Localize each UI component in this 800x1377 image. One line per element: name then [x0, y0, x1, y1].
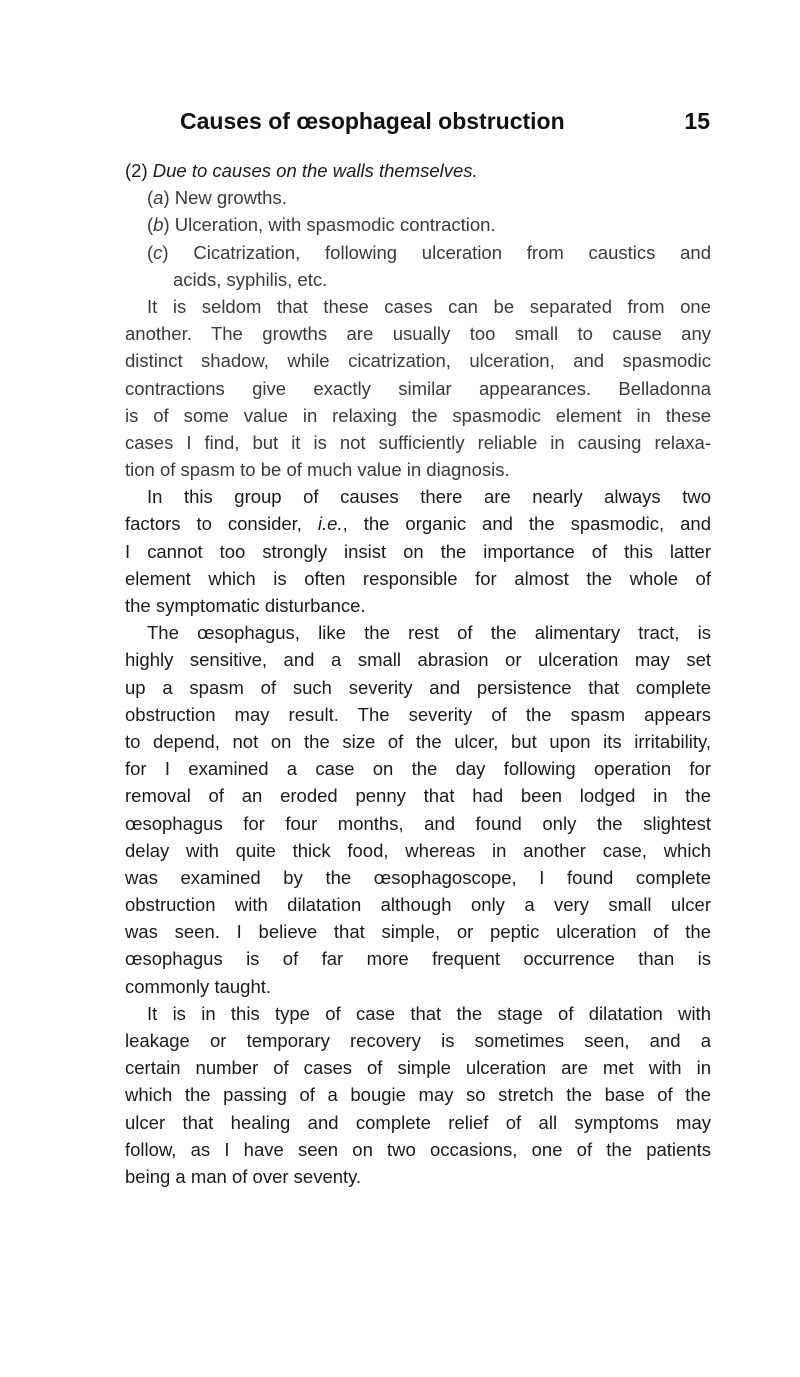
paragraph-line: ulcer that healing and complete relief of all symptoms may — [125, 1111, 711, 1133]
list-item-b: (b) Ulceration, with spasmodic contraction. — [147, 214, 496, 236]
paragraph-line: leakage or temporary recovery is sometimes seen, and a — [125, 1030, 711, 1051]
paragraph-line: which the passing of a bougie may so stretch the base of the — [125, 1084, 711, 1106]
paragraph-line: is of some value in relaxing the spasmodic element in these — [125, 404, 711, 426]
running-header — [180, 108, 710, 140]
paragraph-line: It is seldom that these cases can be separated from one — [147, 295, 711, 317]
paragraph-line: being a man of over seventy. — [125, 1165, 362, 1187]
chapter-title: Causes of œsophageal obstruction — [180, 108, 565, 134]
paragraph-line: element which is often responsible for almost the whole of — [125, 567, 711, 589]
paragraph-line: œsophagus is of far more frequent occurrence than is — [125, 948, 711, 970]
paragraph-line: factors to consider, i.e., the organic and the spasmodic, and — [125, 513, 711, 535]
paragraph-line: the symptomatic disturbance. — [125, 595, 366, 616]
list-item-c-continued: acids, syphilis, etc. — [173, 268, 328, 290]
paragraph-line: tion of spasm to be of much value in diagnosis. — [125, 459, 510, 481]
paragraph-line: commonly taught. — [125, 975, 272, 997]
body-text — [125, 157, 711, 1190]
paragraph-line: The œsophagus, like the rest of the alimentary tract, is — [147, 622, 711, 644]
list-item-c: (c) Cicatrization, following ulceration from caustics and — [147, 241, 711, 263]
paragraph-line: obstruction with dilatation although only a very small ulcer — [125, 894, 711, 916]
paragraph-line: œsophagus for four months, and found only the slightest — [125, 812, 711, 834]
list-item-a: (a) New growths. — [147, 187, 287, 209]
paragraph-line: cases I find, but it is not sufficiently reliable in causing relaxa- — [125, 431, 711, 453]
paragraph-line: delay with quite thick food, whereas in another case, which — [125, 839, 711, 861]
paragraph-line: I cannot too strongly insist on the importance of this latter — [125, 540, 711, 562]
paragraph-line: up a spasm of such severity and persistence that complete — [125, 676, 711, 698]
paragraph-line: follow, as I have seen on two occasions, one of the patients — [125, 1138, 711, 1160]
paragraph-line: In this group of causes there are nearly always two — [147, 486, 711, 508]
section-heading: (2) Due to causes on the walls themselves. — [125, 160, 478, 181]
paragraph-line: It is in this type of case that the stage of dilatation with — [147, 1002, 711, 1024]
paragraph-line: removal of an eroded penny that had been lodged in the — [125, 785, 711, 807]
paragraph-line: obstruction may result. The severity of the spasm appears — [125, 703, 711, 725]
paragraph-line: was seen. I believe that simple, or peptic ulceration of the — [125, 921, 711, 943]
paragraph-line: to depend, not on the size of the ulcer, but upon its irritability, — [125, 730, 711, 752]
paragraph-line: certain number of cases of simple ulceration are met with in — [125, 1057, 711, 1079]
paragraph-line: another. The growths are usually too small to cause any — [125, 323, 711, 345]
page-number: 15 — [684, 108, 710, 134]
paragraph-line: for I examined a case on the day following operation for — [125, 758, 711, 780]
paragraph-line: contractions give exactly similar appearances. Belladonna — [125, 377, 711, 399]
paragraph-line: distinct shadow, while cicatrization, ulceration, and spasmodic — [125, 350, 711, 372]
paragraph-line: highly sensitive, and a small abrasion or ulceration may set — [125, 649, 711, 671]
paragraph-line: was examined by the œsophagoscope, I found complete — [125, 866, 711, 888]
